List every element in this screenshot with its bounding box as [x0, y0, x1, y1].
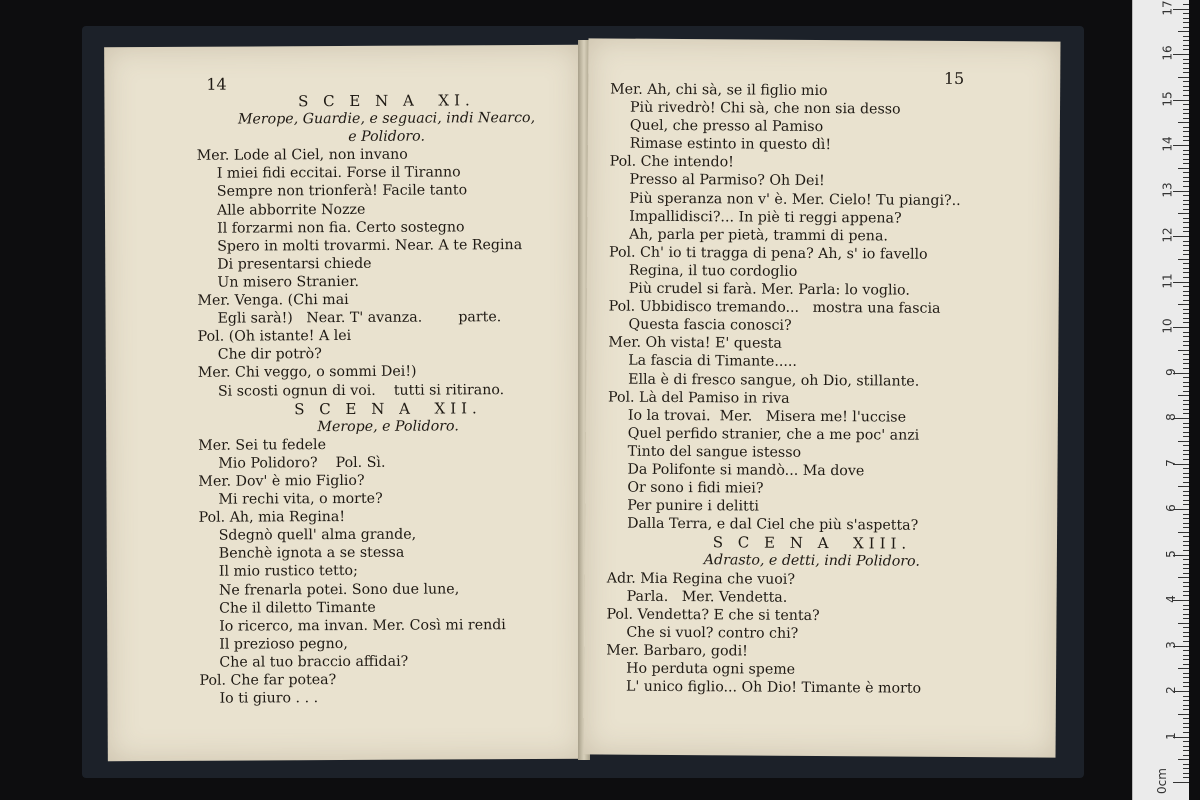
ruler-tick	[1183, 231, 1189, 232]
ruler-tick	[1183, 49, 1189, 50]
ruler-tick	[1183, 63, 1189, 64]
text-line: Dalla Terra, e dal Ciel che più s'aspetta?	[627, 515, 919, 534]
ruler-tick	[1183, 36, 1189, 37]
ruler-tick	[1183, 686, 1189, 687]
text-line: Che al tuo braccio affidai?	[219, 653, 409, 671]
ruler-tick	[1183, 90, 1189, 91]
ruler-tick	[1173, 54, 1189, 55]
text-line: Regina, il tuo cordoglio	[628, 262, 798, 280]
ruler-tick	[1183, 391, 1189, 392]
ruler-tick	[1183, 286, 1189, 287]
text-line: Più crudel si farà. Mer. Parla: lo voglio.	[628, 280, 910, 299]
ruler-tick	[1183, 473, 1189, 474]
text-line: Che dir potrò?	[217, 346, 322, 363]
text-line: Un misero Stranier.	[217, 273, 359, 291]
ruler-tick	[1183, 664, 1189, 665]
text-line: Benchè ignota a se stessa	[218, 545, 405, 563]
ruler-tick	[1183, 641, 1189, 642]
text-line: Si scosti ognun di voi. tutti si ritirano.	[217, 381, 505, 400]
ruler-tick	[1183, 291, 1189, 292]
ruler-tick	[1183, 104, 1189, 105]
ruler-tick	[1178, 31, 1189, 32]
page-number-left: 14	[206, 74, 227, 94]
ruler-tick	[1183, 423, 1189, 424]
ruler-tick	[1183, 550, 1189, 551]
ruler-label: 17	[1160, 0, 1175, 16]
text-line: Il forzarmi non fia. Certo sostegno	[217, 219, 465, 237]
ruler-tick	[1183, 250, 1189, 251]
text-line: Di presentarsi chiede	[217, 255, 372, 273]
ruler-tick	[1183, 68, 1189, 69]
text-line: Per punire i delitti	[627, 497, 760, 515]
ruler-tick	[1183, 263, 1189, 264]
ruler-label: 7	[1164, 458, 1179, 467]
ruler-tick	[1178, 486, 1189, 487]
ruler-label: 6	[1164, 504, 1179, 512]
ruler-tick	[1183, 150, 1189, 151]
ruler-tick	[1183, 636, 1189, 637]
ruler-tick	[1183, 40, 1189, 41]
ruler-tick	[1173, 145, 1189, 146]
ruler-tick	[1183, 341, 1189, 342]
ruler-tick	[1183, 614, 1189, 615]
ruler-tick	[1183, 22, 1189, 23]
ruler-tick	[1183, 705, 1189, 706]
ruler-tick	[1173, 191, 1189, 192]
ruler-tick	[1183, 322, 1189, 323]
ruler-tick	[1183, 755, 1189, 756]
ruler-tick	[1183, 140, 1189, 141]
left-page	[104, 45, 584, 761]
ruler-tick	[1178, 668, 1189, 669]
ruler-tick	[1183, 504, 1189, 505]
ruler-tick	[1183, 450, 1189, 451]
ruler-tick	[1183, 309, 1189, 310]
ruler-tick	[1183, 427, 1189, 428]
text-line: Ella è di fresco sangue, oh Dio, stillante.	[628, 371, 920, 390]
text-line: Mer. Barbaro, godi!	[606, 642, 748, 660]
ruler-tick	[1178, 259, 1189, 260]
text-line: Mi rechi vita, o morte?	[218, 490, 383, 508]
text-line: Presso al Parmiso? Oh Dei!	[629, 172, 825, 190]
ruler-tick	[1183, 527, 1189, 528]
text-line: Pol. Vendetta? E che si tenta?	[606, 606, 820, 624]
ruler-tick	[1183, 131, 1189, 132]
text-line: L' unico figlio... Oh Dio! Timante è morto	[625, 678, 922, 697]
ruler-tick	[1183, 718, 1189, 719]
ruler-tick	[1183, 136, 1189, 137]
ruler-label: 3	[1164, 640, 1179, 649]
text-line: Il mio rustico tetto;	[218, 563, 358, 581]
ruler-tick	[1183, 377, 1189, 378]
ruler-tick	[1183, 18, 1189, 19]
ruler-tick	[1183, 741, 1189, 742]
text-line: Adrasto, e detti, indi Polidoro.	[703, 552, 920, 571]
text-line: Mer. Chi veggo, o sommi Dei!)	[197, 364, 417, 382]
text-line: Sdegnò quell' alma grande,	[218, 526, 417, 544]
ruler-tick	[1183, 750, 1189, 751]
text-line: Che il diletto Timante	[219, 599, 376, 617]
ruler-tick	[1183, 177, 1189, 178]
ruler-tick	[1183, 318, 1189, 319]
ruler-tick	[1183, 682, 1189, 683]
text-line: Pol. (Oh istante! A lei	[197, 328, 352, 345]
ruler-tick	[1183, 386, 1189, 387]
ruler-tick	[1183, 222, 1189, 223]
text-line: Pol. Ch' io ti tragga di pena? Ah, s' io favello	[608, 244, 928, 263]
text-line: Io la trovai. Mer. Misera me! l'uccise	[627, 407, 907, 426]
text-line: Spero in molti trovarmi. Near. A te Regina	[217, 236, 523, 255]
text-line: Egli sarà!) Near. T' avanza. parte.	[217, 309, 502, 327]
ruler-tick	[1183, 700, 1189, 701]
text-line: Merope, Guardie, e seguaci, indi Nearco,	[237, 110, 536, 128]
text-line: Mio Polidoro? Pol. Sì.	[218, 454, 386, 472]
ruler-tick	[1178, 714, 1189, 715]
text-line: Sempre non trionferà! Facile tanto	[216, 182, 468, 201]
text-line: Mer. Lode al Ciel, non invano	[196, 146, 408, 165]
ruler-tick	[1183, 727, 1189, 728]
text-line: Da Polifonte si mandò... Ma dove	[627, 461, 865, 480]
ruler-tick	[1183, 127, 1189, 128]
text-line: Mer. Oh vista! E' questa	[608, 334, 782, 353]
ruler-tick	[1178, 577, 1189, 578]
text-line: Pol. Ah, mia Regina!	[198, 509, 346, 526]
ruler-label: 13	[1160, 181, 1175, 198]
ruler-tick	[1183, 277, 1189, 278]
right-page	[584, 38, 1061, 757]
text-line: Mer. Ah, chi sà, se il figlio mio	[610, 81, 828, 100]
scene-heading: S C E N A XI.	[298, 91, 475, 111]
ruler-tick	[1183, 618, 1189, 619]
text-line: Tinto del sangue istesso	[627, 443, 802, 461]
ruler-label: 15	[1160, 90, 1175, 107]
ruler-tick	[1173, 327, 1189, 328]
ruler-tick	[1183, 409, 1189, 410]
ruler-tick	[1183, 241, 1189, 242]
ruler-tick	[1183, 677, 1189, 678]
ruler-tick	[1183, 591, 1189, 592]
text-line: Merope, e Polidoro.	[317, 418, 459, 435]
ruler-tick	[1183, 586, 1189, 587]
ruler-label: 16	[1160, 45, 1175, 61]
ruler-tick	[1183, 768, 1189, 769]
text-line: Pol. Che intendo!	[609, 153, 734, 171]
text-line: Pol. Che far potea?	[199, 672, 337, 689]
left-page-text	[196, 91, 579, 708]
ruler-tick	[1183, 354, 1189, 355]
ruler-tick	[1183, 445, 1189, 446]
ruler-tick	[1173, 9, 1189, 10]
ruler-tick	[1183, 268, 1189, 269]
ruler-tick	[1183, 632, 1189, 633]
ruler-tick	[1178, 304, 1189, 305]
ruler-tick	[1183, 432, 1189, 433]
ruler-tick	[1183, 545, 1189, 546]
text-line: Rimase estinto in questo dì!	[629, 135, 832, 154]
ruler-tick	[1183, 595, 1189, 596]
ruler-label: 4	[1164, 595, 1179, 603]
ruler-tick	[1183, 27, 1189, 28]
ruler-tick	[1178, 350, 1189, 351]
ruler-tick	[1183, 118, 1189, 119]
ruler-tick	[1183, 81, 1189, 82]
text-line: Mer. Venga. (Chi mai	[197, 292, 349, 309]
ruler-tick	[1183, 368, 1189, 369]
text-line: Ho perduta ogni speme	[626, 660, 796, 678]
ruler-label: 9	[1164, 367, 1179, 376]
ruler-tick	[1183, 181, 1189, 182]
text-line: Alle abborrite Nozze	[216, 201, 366, 219]
ruler-tick	[1183, 495, 1189, 496]
ruler-tick	[1183, 709, 1189, 710]
ruler-tick	[1183, 295, 1189, 296]
text-line: Mer. Dov' è mio Figlio?	[198, 472, 365, 490]
ruler-tick	[1183, 541, 1189, 542]
ruler-label: 0cm	[1155, 768, 1170, 794]
ruler-tick	[1183, 204, 1189, 205]
ruler-tick	[1178, 623, 1189, 624]
ruler-tick	[1183, 59, 1189, 60]
text-line: Parla. Mer. Vendetta.	[626, 588, 788, 606]
ruler-tick	[1173, 282, 1189, 283]
ruler-tick	[1178, 77, 1189, 78]
ruler-label: 12	[1160, 227, 1175, 243]
ruler-tick	[1183, 86, 1189, 87]
ruler-tick	[1183, 777, 1189, 778]
ruler-tick	[1183, 773, 1189, 774]
ruler-tick	[1183, 163, 1189, 164]
ruler-tick	[1183, 382, 1189, 383]
ruler-tick	[1178, 532, 1189, 533]
ruler-tick	[1183, 564, 1189, 565]
ruler-tick	[1183, 254, 1189, 255]
text-line: I miei fidi eccitai. Forse il Tiranno	[216, 164, 461, 183]
ruler-tick	[1183, 436, 1189, 437]
text-line: Or sono i fidi miei?	[627, 479, 764, 497]
ruler-tick	[1178, 759, 1189, 760]
ruler-tick	[1183, 659, 1189, 660]
ruler-tick	[1183, 332, 1189, 333]
ruler-tick	[1173, 100, 1189, 101]
text-line: Più rivedrò! Chi sà, che non sia desso	[629, 99, 901, 118]
ruler-tick	[1183, 45, 1189, 46]
ruler-tick	[1183, 523, 1189, 524]
ruler-tick	[1183, 459, 1189, 460]
scene-heading: S C E N A XIII.	[712, 533, 912, 553]
right-page-text	[606, 81, 1020, 699]
text-line: Questa fascia conosci?	[628, 316, 792, 335]
text-line: Io ti giuro . . .	[219, 690, 319, 707]
ruler-label: 11	[1160, 272, 1175, 289]
ruler-tick	[1183, 359, 1189, 360]
ruler-tick	[1183, 300, 1189, 301]
ruler-tick	[1183, 468, 1189, 469]
ruler-tick	[1178, 441, 1189, 442]
ruler-tick	[1183, 568, 1189, 569]
text-line: Più speranza non v' è. Mer. Cielo! Tu piangi?..	[629, 190, 961, 209]
ruler-tick	[1183, 400, 1189, 401]
ruler-tick	[1183, 209, 1189, 210]
ruler-tick	[1178, 395, 1189, 396]
ruler-tick	[1183, 514, 1189, 515]
ruler-label: 8	[1164, 413, 1179, 421]
ruler-tick	[1178, 122, 1189, 123]
ruler-tick	[1183, 627, 1189, 628]
measuring-ruler	[1132, 0, 1189, 800]
text-line: Quel, che presso al Pamiso	[629, 117, 824, 136]
text-line: Pol. Ubbidisco tremando... mostra una fascia	[608, 298, 941, 317]
text-line: Che si vuol? contro chi?	[626, 624, 799, 642]
text-line: e Polidoro.	[348, 128, 425, 146]
ruler-tick	[1183, 491, 1189, 492]
ruler-tick	[1183, 477, 1189, 478]
ruler-tick	[1183, 404, 1189, 405]
page-number-right: 15	[943, 68, 965, 88]
text-line: La fascia di Timante.....	[628, 353, 797, 371]
ruler-label: 2	[1164, 686, 1179, 694]
ruler-label: 10	[1160, 318, 1175, 334]
ruler-tick	[1183, 582, 1189, 583]
ruler-tick	[1183, 95, 1189, 96]
text-line: Impallidisci?... In piè ti reggi appena?	[629, 208, 902, 227]
ruler-tick	[1183, 454, 1189, 455]
text-line: Ah, parla per pietà, trammi di pena.	[629, 226, 888, 245]
ruler-tick	[1183, 245, 1189, 246]
ruler-tick	[1183, 195, 1189, 196]
ruler-tick	[1183, 573, 1189, 574]
ruler-tick	[1183, 655, 1189, 656]
ruler-tick	[1183, 536, 1189, 537]
ruler-tick	[1183, 609, 1189, 610]
ruler-tick	[1178, 168, 1189, 169]
ruler-tick	[1183, 746, 1189, 747]
ruler-tick	[1183, 723, 1189, 724]
ruler-tick	[1183, 154, 1189, 155]
ruler-tick	[1183, 200, 1189, 201]
ruler-tick	[1183, 345, 1189, 346]
ruler-tick	[1183, 363, 1189, 364]
text-line: Adr. Mia Regina che vuoi?	[606, 570, 796, 588]
ruler-tick	[1183, 172, 1189, 173]
ruler-tick	[1183, 673, 1189, 674]
ruler-tick	[1183, 186, 1189, 187]
ruler-tick	[1183, 218, 1189, 219]
ruler-tick	[1183, 159, 1189, 160]
ruler-tick	[1183, 500, 1189, 501]
ruler-tick	[1183, 227, 1189, 228]
ruler-tick	[1183, 4, 1189, 5]
scene-heading: S C E N A XII.	[294, 398, 482, 418]
ruler-tick	[1183, 764, 1189, 765]
ruler-label: 1	[1164, 731, 1179, 740]
ruler-tick	[1183, 696, 1189, 697]
text-line: Quel perfido stranier, che a me poc' anzi	[627, 425, 920, 444]
ruler-tick	[1183, 559, 1189, 560]
text-line: Mer. Sei tu fedele	[198, 436, 327, 454]
ruler-tick	[1183, 605, 1189, 606]
ruler-tick	[1173, 236, 1189, 237]
ruler-tick	[1183, 482, 1189, 483]
ruler-tick	[1183, 518, 1189, 519]
ruler-tick	[1183, 650, 1189, 651]
ruler-tick	[1183, 336, 1189, 337]
ruler-label: 14	[1160, 136, 1175, 152]
ruler-label: 5	[1164, 549, 1179, 558]
ruler-tick	[1173, 782, 1189, 783]
ruler-tick	[1183, 13, 1189, 14]
ruler-tick	[1183, 113, 1189, 114]
text-line: Io ricerco, ma invan. Mer. Così mi rendi	[219, 616, 506, 635]
text-line: Pol. Là del Pamiso in riva	[607, 389, 790, 407]
ruler-tick	[1178, 213, 1189, 214]
ruler-tick	[1183, 732, 1189, 733]
text-line: Ne frenarla potei. Sono due lune,	[218, 580, 460, 599]
ruler-tick	[1183, 313, 1189, 314]
ruler-tick	[1183, 272, 1189, 273]
text-line: Il prezioso pegno,	[219, 635, 348, 653]
ruler-tick	[1183, 72, 1189, 73]
ruler-tick	[1183, 109, 1189, 110]
ruler-tick	[1183, 413, 1189, 414]
